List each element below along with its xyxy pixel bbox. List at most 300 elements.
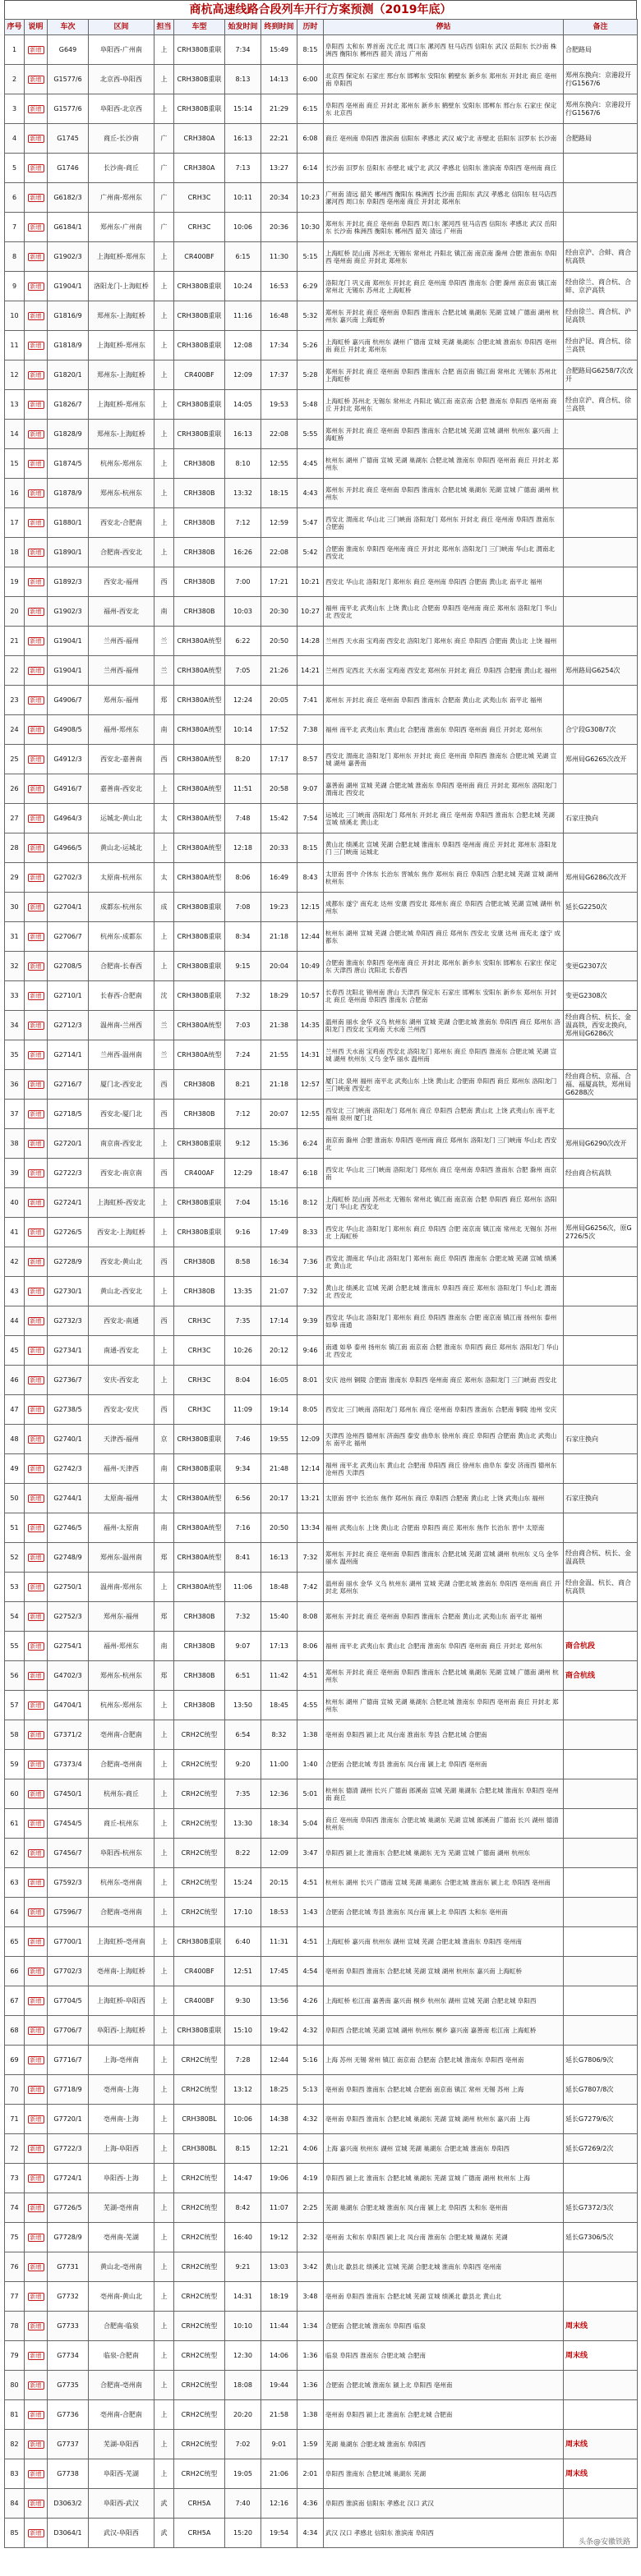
train-number: G4912/3	[48, 745, 89, 774]
bureau-cell: 上	[154, 1839, 174, 1868]
route-cell: 长沙南-商丘	[89, 154, 154, 183]
table-row	[5, 952, 638, 981]
remark-cell	[564, 1927, 638, 1957]
departure-time: 15:10	[225, 2016, 261, 2046]
stops-cell: 西安北 渭南北 华山北 洛阳龙门 郑州东 商丘 阜阳西 淮南东 合肥北城 芜湖 宣城 绩溪北 黄山北	[324, 1247, 564, 1277]
train-number: G7734	[48, 2341, 89, 2371]
row-number: 43	[5, 1277, 25, 1306]
table-row	[5, 656, 638, 686]
row-number: 19	[5, 567, 25, 597]
table-row	[5, 35, 638, 65]
row-number: 34	[5, 1011, 25, 1040]
table-row	[5, 1602, 638, 1632]
train-number: G4964/3	[48, 804, 89, 833]
remark-cell: 周末线	[564, 2430, 638, 2459]
remark-cell: 延长G7807/8次	[564, 2075, 638, 2105]
remark-cell: 经由沪昆、商合杭、徐兰高铁	[564, 331, 638, 360]
arrival-time: 19:44	[261, 2371, 297, 2400]
duration-cell: 7:32	[297, 1277, 324, 1306]
bureau-cell: 上	[154, 2252, 174, 2282]
train-model-cell: CRH3C	[174, 183, 225, 213]
new-tag-badge: 新增	[28, 1583, 44, 1591]
train-number: G2742/3	[48, 1454, 89, 1484]
train-number: G7706/7	[48, 2016, 89, 2046]
col-header: 车型	[174, 20, 225, 35]
col-header: 说明	[25, 20, 48, 35]
train-model-cell: CRH380A统型	[174, 745, 225, 774]
table-row	[5, 1898, 638, 1927]
table-row	[5, 2016, 638, 2046]
train-number: G2720/1	[48, 1129, 89, 1159]
arrival-time: 20:05	[261, 686, 297, 715]
bureau-cell: 郑	[154, 686, 174, 715]
new-tag	[25, 1129, 48, 1159]
arrival-time: 11:30	[261, 242, 297, 272]
route-cell: 上海虹桥-郑州东	[89, 242, 154, 272]
train-model-cell: CRH380A统型	[174, 715, 225, 745]
bureau-cell: 上	[154, 1750, 174, 1779]
duration-cell: 5:28	[297, 360, 324, 390]
table-row	[5, 922, 638, 952]
stops-cell: 西安北 三门峡南 洛阳龙门 郑州东 商丘 亳州南 阜阳西 淮南东 合肥南 铜陵 池州 安庆	[324, 1395, 564, 1425]
route-cell: 福州-天津西	[89, 1454, 154, 1484]
train-number: G2716/7	[48, 1070, 89, 1100]
departure-time: 10:24	[225, 272, 261, 301]
sheet-title: 商杭高速线路合段列车开行方案预测（2019年底）	[4, 0, 637, 19]
arrival-time: 8:32	[261, 1720, 297, 1750]
departure-time: 11:51	[225, 774, 261, 804]
table-row	[5, 1957, 638, 1986]
departure-time: 15:24	[225, 1868, 261, 1898]
row-number: 39	[5, 1159, 25, 1188]
stops-cell: 商丘 亳州南 阜阳西 淮南东 合肥北城 巢湖东 芜湖 宣城 郎溪南 广德南 长兴 湖州 德清 杭州东	[324, 1809, 564, 1839]
route-cell: 嘉善南-西安北	[89, 774, 154, 804]
table-row	[5, 1159, 638, 1188]
new-tag-badge: 新增	[28, 76, 44, 84]
new-tag-badge: 新增	[28, 46, 44, 54]
duration-cell: 6:29	[297, 272, 324, 301]
train-number: G4702/3	[48, 1661, 89, 1691]
remark-cell: 变更G2308次	[564, 981, 638, 1011]
stops-cell: 天津西 沧州西 德州东 济南西 泰安 曲阜东 徐州东 商丘 阜阳西 合肥南 黄山北 武夷山东 南平北 福州	[324, 1425, 564, 1454]
train-model-cell: CRH3C	[174, 1395, 225, 1425]
duration-cell: 5:42	[297, 538, 324, 567]
train-model-cell: CRH380B	[174, 538, 225, 567]
arrival-time: 15:16	[261, 1188, 297, 1218]
row-number: 73	[5, 2164, 25, 2193]
table-body	[5, 35, 638, 2548]
route-cell: 天津西-福州	[89, 1425, 154, 1454]
arrival-time: 12:59	[261, 508, 297, 538]
duration-cell: 6:08	[297, 124, 324, 154]
route-cell: 郑州东-福州	[89, 1602, 154, 1632]
col-header: 终到时间	[261, 20, 297, 35]
duration-cell: 8:15	[297, 35, 324, 65]
bureau-cell: 南	[154, 1632, 174, 1661]
row-number: 13	[5, 390, 25, 420]
new-tag-badge: 新增	[28, 696, 44, 705]
row-number: 65	[5, 1927, 25, 1957]
duration-cell: 4:45	[297, 449, 324, 479]
table-row	[5, 2371, 638, 2400]
duration-cell: 10:49	[297, 952, 324, 981]
arrival-time: 20:07	[261, 1100, 297, 1129]
new-tag	[25, 893, 48, 922]
stops-cell: 黄山北 绩溪北 宣城 芜湖 合肥北城 淮南东 阜阳西 亳州南 商丘 开封北 郑州东 洛阳龙门 三门峡南 运城北	[324, 833, 564, 863]
duration-cell: 1:38	[297, 1720, 324, 1750]
new-tag-badge: 新增	[28, 312, 44, 320]
bureau-cell: 沈	[154, 981, 174, 1011]
table-row	[5, 1927, 638, 1957]
new-tag	[25, 981, 48, 1011]
stops-cell: 上海虹桥 嘉兴南 杭州东 湖州 宣城 芜湖 合肥北城 淮南东 阜阳西 亳州南	[324, 1927, 564, 1957]
duration-cell: 12:09	[297, 1425, 324, 1454]
route-cell: 长春西-合肥南	[89, 981, 154, 1011]
arrival-time: 11:07	[261, 2193, 297, 2223]
remark-cell: 经由金温、杭长、商合杭高铁	[564, 1573, 638, 1602]
stops-cell: 郑州东 开封北 商丘 亳州南 阜阳西 淮南东 合肥北城 巢湖东 芜湖 宣城 广德南 湖州 杭州东	[324, 479, 564, 508]
new-tag	[25, 2134, 48, 2164]
table-row	[5, 420, 638, 449]
train-number: G2734/1	[48, 1336, 89, 1366]
route-cell: 福州-西安北	[89, 597, 154, 627]
route-cell: 成都东-杭州东	[89, 893, 154, 922]
route-cell: 芜湖-亳州南	[89, 2193, 154, 2223]
row-number: 70	[5, 2075, 25, 2105]
table-row	[5, 2430, 638, 2459]
remark-cell	[564, 2400, 638, 2430]
table-row	[5, 479, 638, 508]
new-tag	[25, 1366, 48, 1395]
stops-cell: 阜阳西 合肥北城 芜湖 宣城 湖州 杭州东 桐乡 嘉兴南 嘉善南 松江南 上海虹桥	[324, 2016, 564, 2046]
train-model-cell: CRH2C统型	[174, 2252, 225, 2282]
departure-time: 9:30	[225, 1986, 261, 2016]
duration-cell: 8:06	[297, 1632, 324, 1661]
remark-cell	[564, 1750, 638, 1779]
duration-cell: 1:36	[297, 2341, 324, 2371]
remark-cell: 郑州东换向：京港段开行G1567/6	[564, 65, 638, 94]
train-model-cell: CRH380B重联	[174, 1188, 225, 1218]
stops-cell: 郑州东 开封北 商丘 亳州南 阜阳西 淮南东 合肥北城 巢湖东 芜湖 宣城 广德南 湖州 杭州东 嘉兴南 上海虹桥	[324, 301, 564, 331]
table-row	[5, 1336, 638, 1366]
train-model-cell: CRH380A统型	[174, 833, 225, 863]
stops-cell: 太原南 晋中 长治东 焦作 郑州东 商丘 阜阳西 合肥南 黄山北 上饶 武夷山东 福州	[324, 1484, 564, 1513]
remark-cell	[564, 1868, 638, 1898]
train-model-cell: CRH2C统型	[174, 1839, 225, 1868]
route-cell: 郑州东-上海虹桥	[89, 360, 154, 390]
departure-time: 7:34	[225, 35, 261, 65]
stops-cell: 长春西 沈阳北 锦州南 唐山 天津西 保定东 石家庄 邯郸东 安阳东 新乡东 郑州东 开封北 商丘 亳州南 阜阳西 淮南东 合肥南	[324, 981, 564, 1011]
remark-cell	[564, 2489, 638, 2519]
new-tag	[25, 2105, 48, 2134]
duration-cell: 7:42	[297, 1573, 324, 1602]
new-tag-badge: 新增	[28, 1968, 44, 1976]
stops-cell: 芜湖 巢湖东 合肥北城 淮南东 凤台南 颍上北 阜阳西 太和东 亳州南	[324, 2193, 564, 2223]
train-model-cell: CRH5A	[174, 2489, 225, 2519]
table-row	[5, 1573, 638, 1602]
stops-cell: 西安北 渭南北 洛阳龙门 郑州东 开封北 商丘 亳州南 阜阳西 淮南东 合肥北城 芜湖 宣城 湖州 嘉善南	[324, 745, 564, 774]
stops-cell: 郑州东 开封北 商丘 亳州南 阜阳西 淮南东 合肥北城 巢湖东 芜湖 宣城 广德南 湖州 杭州东	[324, 1661, 564, 1691]
train-number: G7732	[48, 2282, 89, 2312]
arrival-time: 19:54	[261, 2519, 297, 2548]
train-number: G1874/5	[48, 449, 89, 479]
route-cell: 厦门北-西安北	[89, 1070, 154, 1100]
new-tag-badge: 新增	[28, 1701, 44, 1710]
bureau-cell: 西	[154, 1159, 174, 1188]
departure-time: 8:10	[225, 449, 261, 479]
route-cell: 武汉-阜阳西	[89, 2519, 154, 2548]
train-model-cell: CRH380B	[174, 1070, 225, 1100]
departure-time: 7:28	[225, 2046, 261, 2075]
bureau-cell: 郑	[154, 1543, 174, 1573]
row-number: 72	[5, 2134, 25, 2164]
departure-time: 13:50	[225, 1691, 261, 1720]
train-model-cell: CRH380B重联	[174, 390, 225, 420]
departure-time: 14:47	[225, 2164, 261, 2193]
route-cell: 黄山北-运城北	[89, 833, 154, 863]
new-tag-badge: 新增	[28, 933, 44, 941]
bureau-cell: 南	[154, 597, 174, 627]
bureau-cell: 上	[154, 833, 174, 863]
route-cell: 福州-郑州东	[89, 715, 154, 745]
route-cell: 杭州东-商丘	[89, 1779, 154, 1809]
departure-time: 12:09	[225, 360, 261, 390]
train-model-cell: CRH380BL	[174, 2105, 225, 2134]
remark-cell	[564, 1839, 638, 1868]
new-tag	[25, 1336, 48, 1366]
new-tag-badge: 新增	[28, 2411, 44, 2419]
table-row	[5, 183, 638, 213]
stops-cell: 亳州南 阜阳西 淮南东 合肥北城 芜湖 宣城 绩溪北 歙县北 黄山北	[324, 2282, 564, 2312]
new-tag	[25, 2430, 48, 2459]
new-tag-badge: 新增	[28, 1288, 44, 1296]
new-tag-badge: 新增	[28, 1908, 44, 1917]
remark-cell	[564, 1986, 638, 2016]
new-tag	[25, 715, 48, 745]
arrival-time: 18:48	[261, 1573, 297, 1602]
train-number: G1904/1	[48, 627, 89, 656]
train-number: G7700/1	[48, 1927, 89, 1957]
stops-cell: 兰州西 定西北 天水南 宝鸡南 西安北 郑州东 开封北 商丘 阜阳西 合肥南 黄山北 福州	[324, 656, 564, 686]
row-number: 4	[5, 124, 25, 154]
bureau-cell: 西	[154, 1070, 174, 1100]
new-tag-badge: 新增	[28, 282, 44, 291]
arrival-time: 17:52	[261, 715, 297, 745]
arrival-time: 21:38	[261, 1011, 297, 1040]
new-tag-badge: 新增	[28, 1022, 44, 1030]
route-cell: 上海-阜阳西	[89, 2134, 154, 2164]
new-tag-badge: 新增	[28, 223, 44, 232]
train-number: G2746/5	[48, 1513, 89, 1543]
route-cell: 亳州南-合肥南	[89, 2400, 154, 2430]
duration-cell: 8:12	[297, 1188, 324, 1218]
new-tag	[25, 1395, 48, 1425]
route-cell: 合肥南-临泉	[89, 2312, 154, 2341]
new-tag-badge: 新增	[28, 2115, 44, 2124]
remark-cell: 经由商合杭、京福、合福、福厦高铁，郑州局G6288次	[564, 1070, 638, 1100]
arrival-time: 19:14	[261, 1395, 297, 1425]
table-row	[5, 1632, 638, 1661]
departure-time: 7:12	[225, 508, 261, 538]
duration-cell: 2:25	[297, 2193, 324, 2223]
bureau-cell: 兰	[154, 627, 174, 656]
table-row	[5, 1070, 638, 1100]
departure-time: 14:05	[225, 390, 261, 420]
train-model-cell: CRH380BL	[174, 2134, 225, 2164]
new-tag	[25, 2400, 48, 2430]
departure-time: 9:16	[225, 1218, 261, 1247]
bureau-cell: 上	[154, 538, 174, 567]
duration-cell: 2:01	[297, 2459, 324, 2489]
new-tag-badge: 新增	[28, 608, 44, 616]
remark-cell	[564, 774, 638, 804]
route-cell: 阜阳西-上海虹桥	[89, 2016, 154, 2046]
stops-cell: 南通 如皋 泰州 扬州东 镇江南 南京南 合肥 淮南东 阜阳西 商丘 郑州东 洛阳龙门 华山北 西安北	[324, 1336, 564, 1366]
duration-cell: 6:18	[297, 1159, 324, 1188]
train-schedule-table	[4, 19, 638, 2548]
train-model-cell: CRH2C统型	[174, 2282, 225, 2312]
route-cell: 上海-亳州南	[89, 2046, 154, 2075]
departure-time: 20:20	[225, 2400, 261, 2430]
train-model-cell: CRH380A统型	[174, 656, 225, 686]
bureau-cell: 上	[154, 301, 174, 331]
table-row	[5, 1750, 638, 1779]
route-cell: 黄山北-西安北	[89, 1277, 154, 1306]
table-row	[5, 2046, 638, 2075]
route-cell: 洛阳龙门-上海虹桥	[89, 272, 154, 301]
train-number: G7373/4	[48, 1750, 89, 1779]
train-model-cell: CRH2C统型	[174, 2371, 225, 2400]
new-tag-badge: 新增	[28, 194, 44, 202]
remark-cell	[564, 627, 638, 656]
row-number: 54	[5, 1602, 25, 1632]
route-cell: 杭州东-成都东	[89, 922, 154, 952]
arrival-time: 18:25	[261, 2075, 297, 2105]
new-tag-badge: 新增	[28, 2500, 44, 2508]
departure-time: 7:46	[225, 1425, 261, 1454]
table-row	[5, 1306, 638, 1336]
departure-time: 7:32	[225, 1602, 261, 1632]
train-model-cell: CRH2C统型	[174, 2223, 225, 2252]
new-tag	[25, 597, 48, 627]
stops-cell: 合肥南 合肥北城 淮南东 阜阳西 临泉	[324, 2312, 564, 2341]
duration-cell: 8:33	[297, 1218, 324, 1247]
remark-cell	[564, 597, 638, 627]
new-tag-badge: 新增	[28, 755, 44, 764]
col-header: 车次	[48, 20, 89, 35]
remark-cell: 郑州路局G6254次	[564, 656, 638, 686]
stops-cell: 亳州南 阜阳西 颍上北 淮南东 合肥北城 合肥南	[324, 2400, 564, 2430]
table-row	[5, 1661, 638, 1691]
row-number: 82	[5, 2430, 25, 2459]
duration-cell: 1:34	[297, 2312, 324, 2341]
train-model-cell: CRH380B重联	[174, 331, 225, 360]
table-row	[5, 1691, 638, 1720]
new-tag-badge: 新增	[28, 1051, 44, 1059]
departure-time: 6:56	[225, 1484, 261, 1513]
departure-time: 9:07	[225, 1632, 261, 1661]
route-cell: 福州-郑州东	[89, 1632, 154, 1661]
new-tag	[25, 2164, 48, 2193]
route-cell: 阜阳西-芜湖	[89, 2459, 154, 2489]
row-number: 41	[5, 1218, 25, 1247]
bureau-cell: 上	[154, 2164, 174, 2193]
train-number: G4966/5	[48, 833, 89, 863]
row-number: 48	[5, 1425, 25, 1454]
row-number: 58	[5, 1720, 25, 1750]
table-row	[5, 2105, 638, 2134]
arrival-time: 20:30	[261, 597, 297, 627]
table-row	[5, 686, 638, 715]
table-row	[5, 2164, 638, 2193]
row-number: 38	[5, 1129, 25, 1159]
duration-cell: 4:51	[297, 1927, 324, 1957]
table-row	[5, 2312, 638, 2341]
arrival-time: 9:01	[261, 2430, 297, 2459]
train-number: G2754/1	[48, 1632, 89, 1661]
new-tag	[25, 2489, 48, 2519]
stops-cell: 厦门北 泉州 福州 南平北 武夷山东 上饶 黄山北 合肥南 阜阳西 商丘 郑州东 洛阳龙门 三门峡南 西安北	[324, 1070, 564, 1100]
departure-time: 6:15	[225, 242, 261, 272]
remark-cell: 经由徐兰、商合杭、沪昆高铁	[564, 301, 638, 331]
train-model-cell: CRH380B重联	[174, 35, 225, 65]
row-number: 74	[5, 2193, 25, 2223]
train-model-cell: CRH380B重联	[174, 981, 225, 1011]
stops-cell: 黄山北 歙县北 绩溪北 宣城 芜湖 合肥北城 淮南东 阜阳西 亳州南	[324, 2252, 564, 2282]
arrival-time: 21:55	[261, 1040, 297, 1070]
arrival-time: 17:13	[261, 1632, 297, 1661]
table-row	[5, 2400, 638, 2430]
train-number: G2738/5	[48, 1395, 89, 1425]
new-tag	[25, 65, 48, 94]
train-number: G1746	[48, 154, 89, 183]
new-tag	[25, 833, 48, 863]
bureau-cell: 上	[154, 2400, 174, 2430]
route-cell: 阜阳西-北京西	[89, 94, 154, 124]
train-model-cell: CRH380A统型	[174, 863, 225, 893]
arrival-time: 12:21	[261, 2134, 297, 2164]
table-row	[5, 2075, 638, 2105]
new-tag-badge: 新增	[28, 135, 44, 143]
train-model-cell: CRH380B重联	[174, 94, 225, 124]
remark-cell: 商合杭段	[564, 1632, 638, 1661]
arrival-time: 20:36	[261, 213, 297, 242]
table-row	[5, 745, 638, 774]
new-tag-badge: 新增	[28, 105, 44, 113]
arrival-time: 20:12	[261, 1336, 297, 1366]
arrival-time: 21:18	[261, 922, 297, 952]
duration-cell: 7:41	[297, 686, 324, 715]
row-number: 6	[5, 183, 25, 213]
route-cell: 温州南-郑州东	[89, 1573, 154, 1602]
table-row	[5, 65, 638, 94]
train-model-cell: CRH2C统型	[174, 2046, 225, 2075]
train-model-cell: CRH380B重联	[174, 420, 225, 449]
route-cell: 郑州东-广州南	[89, 213, 154, 242]
row-number: 60	[5, 1779, 25, 1809]
row-number: 78	[5, 2312, 25, 2341]
new-tag-badge: 新增	[28, 2204, 44, 2212]
bureau-cell: 上	[154, 1336, 174, 1366]
new-tag-badge: 新增	[28, 1140, 44, 1148]
departure-time: 8:13	[225, 65, 261, 94]
remark-cell: 合宁段G308/7次	[564, 715, 638, 745]
train-number: G1890/1	[48, 538, 89, 567]
departure-time: 7:40	[225, 2489, 261, 2519]
col-header: 始发时间	[225, 20, 261, 35]
arrival-time: 20:33	[261, 833, 297, 863]
new-tag	[25, 1218, 48, 1247]
